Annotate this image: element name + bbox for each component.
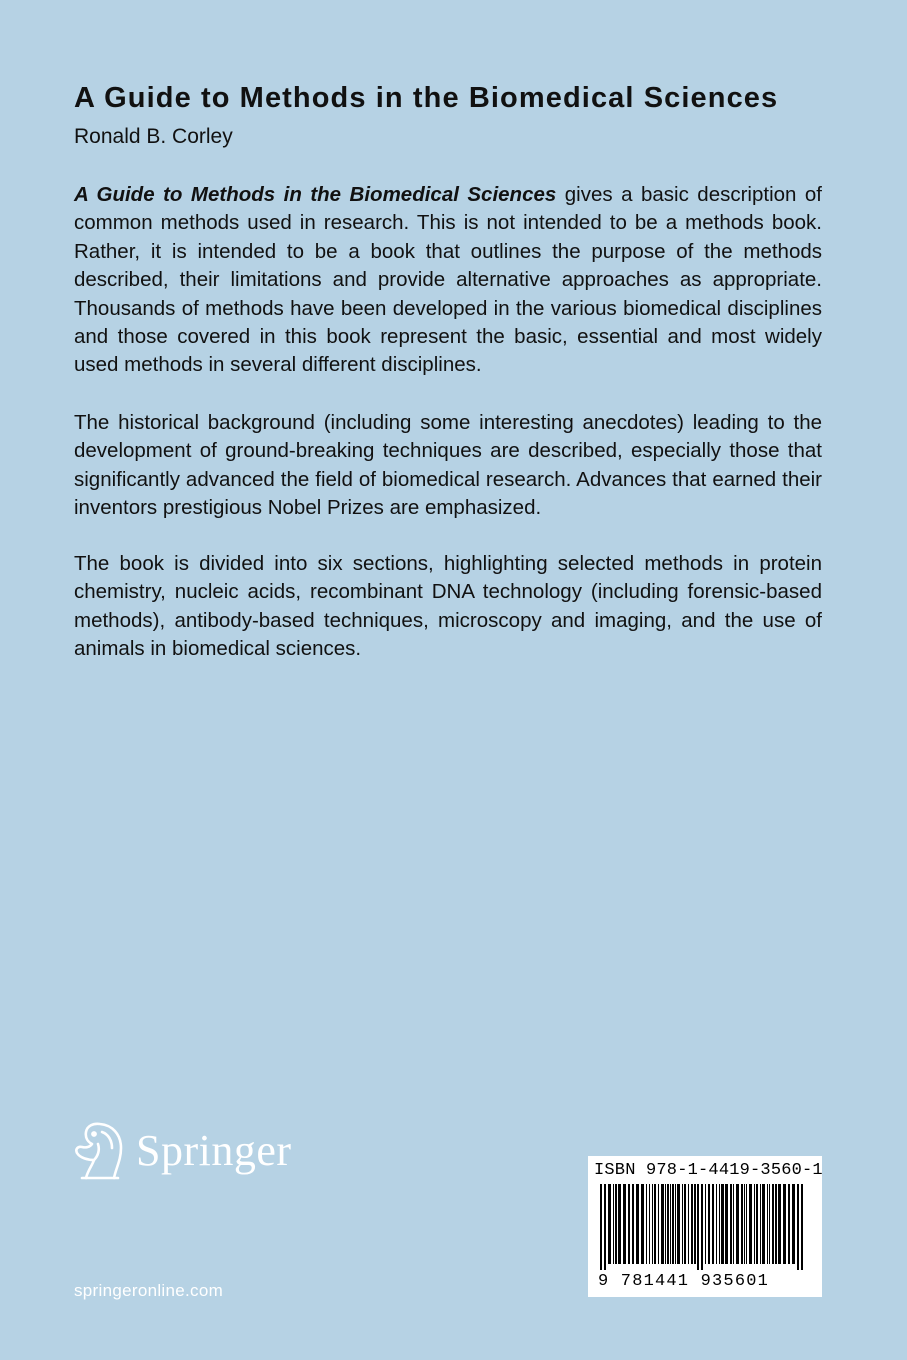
barcode-bar [716,1184,717,1264]
barcode-bar [641,1184,644,1264]
barcode-bar [604,1184,606,1270]
barcode-bar [672,1184,674,1264]
book-author: Ronald B. Corley [74,125,233,148]
barcode-bar [694,1184,696,1264]
barcode-bar [762,1184,765,1264]
barcode-bar [741,1184,743,1264]
barcode-bar [712,1184,714,1264]
barcode-bar [623,1184,626,1264]
barcode-bar [684,1184,686,1264]
barcode-bar [788,1184,790,1264]
barcode-bar [749,1184,752,1264]
barcode-bar [733,1184,734,1264]
description-paragraph-2: The historical background (including some interesting anecdotes) leading to the development of ground-breaking techniques are described, especially those that significantly advanced the field of biomedical research. Advances that earned their inventors prestigious Nobel Prizes are emphasized. [74,411,822,520]
barcode-bar [682,1184,683,1264]
barcode-bar [667,1184,669,1264]
barcode-bar [769,1184,770,1264]
barcode-bar [775,1184,777,1264]
barcode-bar [665,1184,666,1264]
barcode-bar [721,1184,724,1264]
barcode-bar [675,1184,676,1264]
barcode-bar [801,1184,803,1270]
barcode-bar [600,1184,602,1270]
barcode-bar [697,1184,699,1270]
barcode-bar [736,1184,739,1264]
barcode-bar [756,1184,758,1264]
barcode-bar [754,1184,755,1264]
description-paragraph-1 [74,181,822,380]
barcode-bar [708,1184,710,1264]
barcode-bar [691,1184,693,1264]
barcode-bar [661,1184,664,1264]
barcode-bar [658,1184,659,1264]
isbn-barcode [588,1156,822,1297]
chess-knight-icon [72,1120,128,1182]
barcode-bar [705,1184,706,1264]
barcode-bar [670,1184,671,1264]
barcode-bar [797,1184,799,1270]
description-title-italic: A Guide to Methods in the Biomedical Sciences [74,183,557,206]
barcode-bar [767,1184,768,1264]
book-title: A Guide to Methods in the Biomedical Sciences [74,82,779,114]
barcode-bar [792,1184,795,1264]
barcode-bar [730,1184,732,1264]
barcode-bar [613,1184,614,1264]
barcode-bar [778,1184,781,1264]
description-paragraph-1-text: gives a basic description of common methods used in research. This is not intended to be a methods book. Rather, it is intended to be a book that outlines the purpose of the methods described, their limitations and provide alternative approaches as appropriate. Thousands of methods have been developed in the various biomedical disciplines and those covered in this book represent the basic, essential and most widely used methods in several different disciplines. [74,183,823,377]
barcode-bar [746,1184,747,1264]
isbn-label: ISBN 978-1-4419-3560-1 [594,1161,823,1180]
description-paragraph-3: The book is divided into six sections, highlighting selected methods in protein chemistry, nucleic acids, recombinant DNA technology (including forensic-based methods), antibody-based techniques, microscopy and imaging, and the use of animals in biomedical sciences. [74,552,822,661]
barcode-bar [628,1184,630,1264]
barcode-bar [615,1184,617,1264]
barcode-bar [772,1184,774,1264]
barcode-bar [652,1184,653,1264]
barcode-bar [618,1184,621,1264]
barcode-bar [783,1184,786,1264]
barcode-bars [598,1184,812,1272]
barcode-bar [688,1184,689,1264]
barcode-bar [744,1184,745,1264]
barcode-bar [632,1184,634,1264]
barcode-bar [760,1184,761,1264]
barcode-bar [649,1184,650,1264]
barcode-bar [719,1184,720,1264]
publisher-url[interactable]: springeronline.com [74,1281,224,1300]
barcode-bar [636,1184,639,1264]
ean-digits: 9 781441 935601 [598,1272,770,1291]
barcode-bar [677,1184,680,1264]
barcode-bar [608,1184,611,1264]
barcode-bar [725,1184,728,1264]
barcode-bar [701,1184,703,1270]
publisher-logo [72,1120,292,1182]
barcode-bar [654,1184,656,1264]
barcode-bar [646,1184,647,1264]
publisher-name: Springer [136,1126,292,1175]
